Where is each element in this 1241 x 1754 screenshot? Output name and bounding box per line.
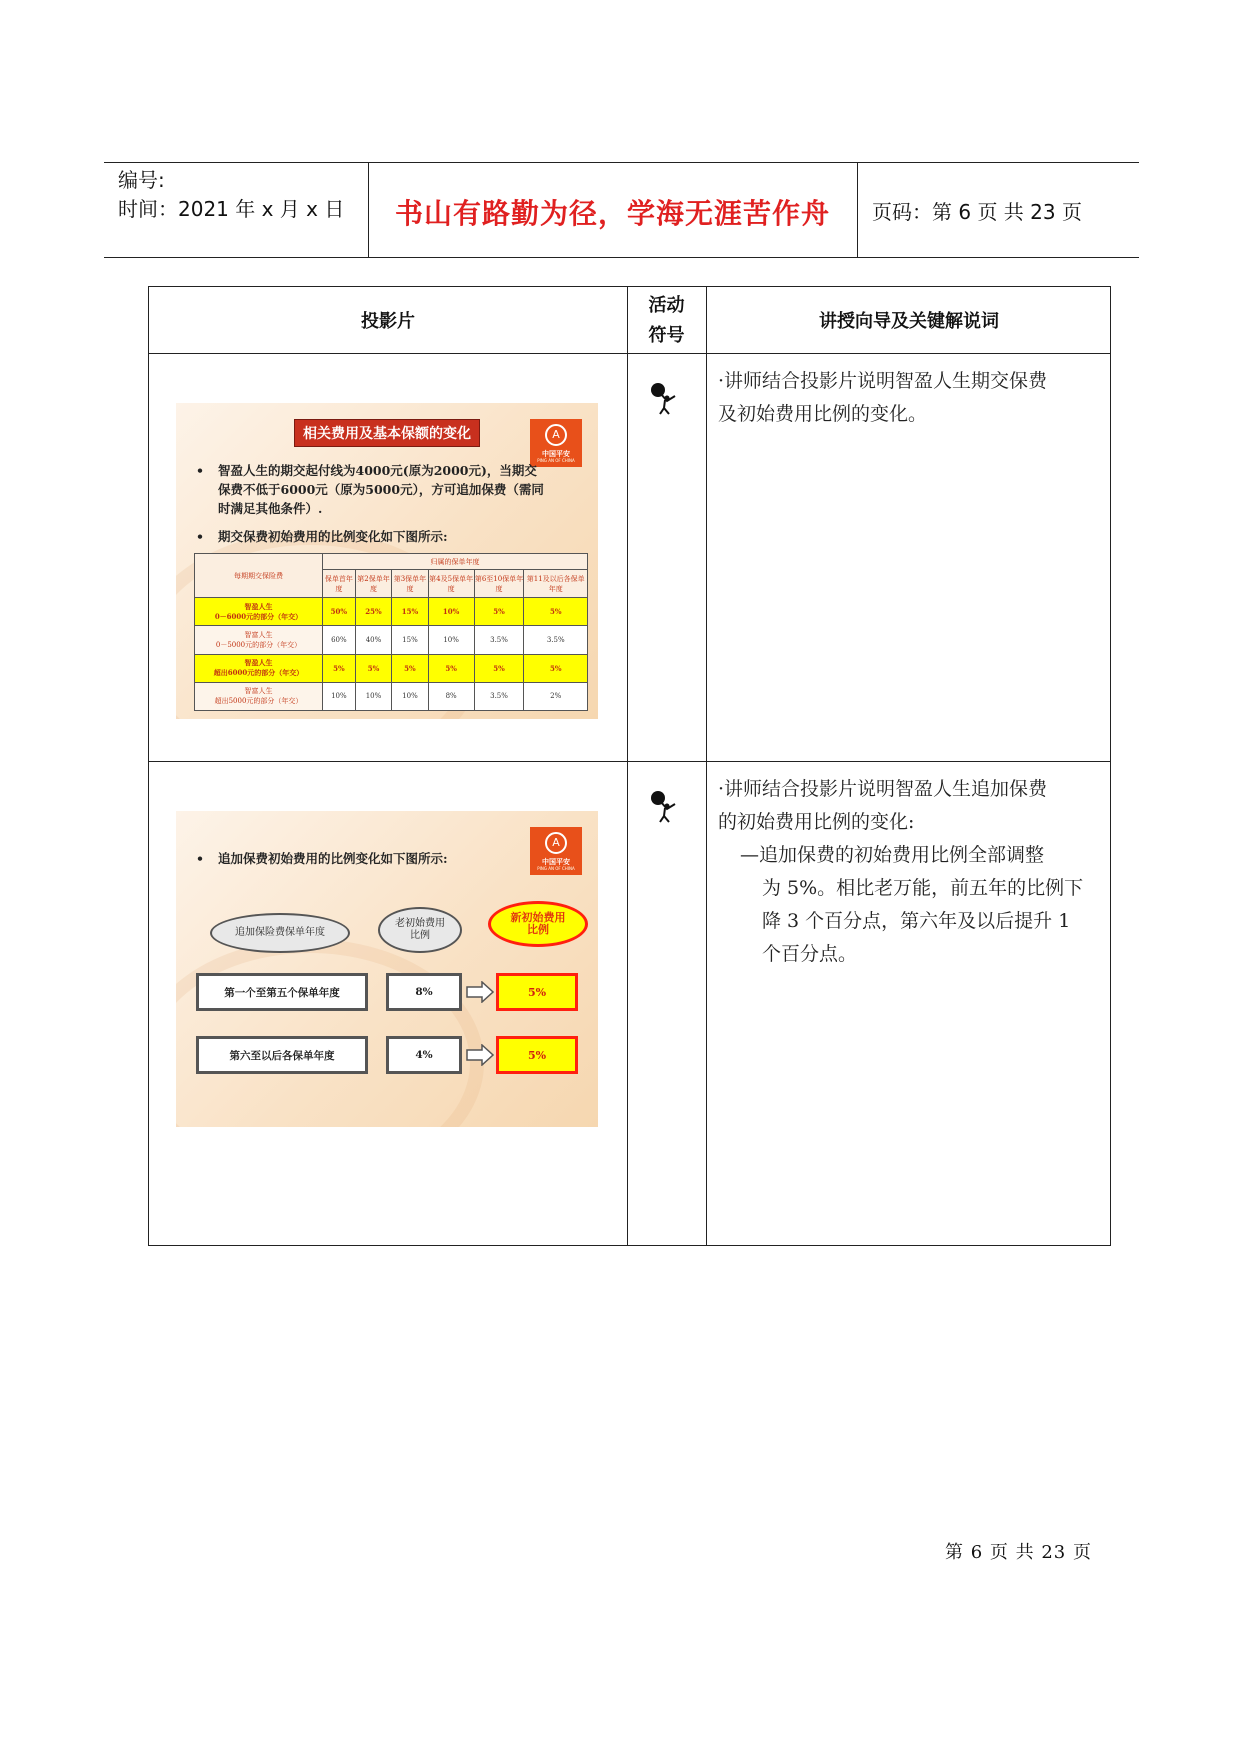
- policy-year-6-plus: 第六至以后各保单年度: [196, 1036, 368, 1074]
- fee-table-row: [195, 626, 588, 654]
- lesson-table: [148, 286, 1111, 1246]
- header-meta: [118, 166, 344, 224]
- table-row-divider: [149, 761, 1110, 762]
- slide-bullet-1: • 智盈人生的期交起付线为4000元(原为2000元)，当期交 保费不低于6000元（原为5000元），方可追加保费（需同 时满足其他条件）.: [196, 463, 544, 516]
- fee-table-row: [195, 654, 588, 682]
- bullet-text: 追加保费初始费用的比例变化如下图所示:: [218, 851, 448, 866]
- fee-table-group-header: 归属的保单年度: [323, 554, 588, 570]
- header-separator: [368, 162, 369, 257]
- fee-table-row-label: 智盈人生 超出6000元的部分（年交）: [195, 654, 323, 682]
- note-line: ·讲师结合投影片说明智盈人生追加保费: [718, 778, 1048, 800]
- fee-table-cell: 5%: [524, 654, 588, 682]
- logo-text: 中国平安: [542, 450, 570, 458]
- slide-additional-premium: [176, 811, 598, 1127]
- old-ratio-1-5: 8%: [386, 973, 462, 1011]
- logo-subtext: PING AN OF CHINA: [537, 458, 575, 463]
- note-line: 为 5%。相比老万能，前五年的比例下: [762, 877, 1084, 899]
- new-ratio-6-plus: 5%: [496, 1036, 578, 1074]
- fee-table-col-header: 保单首年度: [323, 570, 356, 598]
- logo-emblem-icon: A: [545, 832, 567, 854]
- oval-old-ratio: 老初始费用 比例: [378, 907, 462, 953]
- notes-row-1: [718, 365, 1108, 431]
- fee-table-cell: 5%: [524, 598, 588, 626]
- table-column-divider: [627, 287, 628, 1245]
- bullet-text: 时满足其他条件）.: [218, 501, 323, 516]
- column-header-notes: 讲授向导及关键解说词: [819, 311, 999, 332]
- fee-table-cell: 10%: [323, 682, 356, 710]
- fee-table-cell: 2%: [524, 682, 588, 710]
- fee-table-row-label: 智富人生 超出5000元的部分（年交）: [195, 682, 323, 710]
- column-header-activity-line2: 符号: [648, 325, 685, 346]
- right-arrow-icon: [466, 1044, 494, 1066]
- bullet-text: 保费不低于6000元（原为5000元），方可追加保费（需同: [218, 482, 544, 497]
- fee-table-row-label: 智盈人生 0－6000元的部分（年交）: [195, 598, 323, 626]
- table-column-divider: [706, 287, 707, 1245]
- fee-table-cell: 10%: [355, 682, 391, 710]
- logo-emblem-icon: A: [545, 424, 567, 446]
- oval-new-ratio: 新初始费用 比例: [488, 901, 588, 947]
- column-header-activity-line1: 活动: [648, 295, 685, 316]
- table-row-divider: [149, 353, 1110, 354]
- fee-table-cell: 8%: [428, 682, 474, 710]
- note-line: —追加保费的初始费用比例全部调整: [740, 844, 1045, 866]
- fee-table-col-header: 第6至10保单年度: [474, 570, 524, 598]
- fee-table-cell: 10%: [392, 682, 428, 710]
- column-header-activity: [627, 291, 706, 351]
- slide-title: 相关费用及基本保额的变化: [294, 419, 480, 447]
- document-number-label: 编号:: [118, 168, 165, 192]
- fee-table-col-header: 第11及以后各保单年度: [524, 570, 588, 598]
- fee-table-col-header: 第3保单年度: [392, 570, 428, 598]
- fee-table-corner: 每期期交保险费: [195, 554, 323, 598]
- logo-text: 中国平安: [542, 858, 570, 866]
- fee-table-row: [195, 682, 588, 710]
- column-header-slide: 投影片: [361, 311, 415, 332]
- fee-table-cell: 25%: [355, 598, 391, 626]
- fee-table-cell: 10%: [428, 598, 474, 626]
- document-time: 时间：2021 年 x 月 x 日: [118, 197, 345, 221]
- lecturer-icon: [649, 789, 679, 823]
- note-line: 的初始费用比例的变化:: [718, 811, 915, 833]
- notes-row-2: [718, 773, 1108, 971]
- note-line: 个百分点。: [762, 943, 858, 965]
- fee-table-cell: 3.5%: [474, 626, 524, 654]
- fee-ratio-table: [194, 553, 588, 711]
- fee-table-cell: 50%: [323, 598, 356, 626]
- new-ratio-1-5: 5%: [496, 973, 578, 1011]
- fee-table-col-header: 第2保单年度: [355, 570, 391, 598]
- fee-table-cell: 5%: [474, 598, 524, 626]
- fee-table-cell: 60%: [323, 626, 356, 654]
- bullet-text: 期交保费初始费用的比例变化如下图所示:: [218, 529, 448, 544]
- fee-table-cell: 3.5%: [524, 626, 588, 654]
- right-arrow-icon: [466, 981, 494, 1003]
- note-line: 及初始费用比例的变化。: [718, 403, 928, 425]
- page-footer: 第 6 页 共 23 页: [945, 1542, 1092, 1563]
- fee-table-cell: 15%: [392, 598, 428, 626]
- lecturer-icon: [649, 381, 679, 415]
- header-motto: 书山有路勤为径，学海无涯苦作舟: [395, 197, 831, 230]
- oval-policy-year: 追加保险费保单年度: [210, 913, 350, 953]
- slide-fee-changes: [176, 403, 598, 719]
- bullet-text: 智盈人生的期交起付线为4000元(原为2000元)，当期交: [218, 463, 537, 478]
- fee-table-cell: 5%: [392, 654, 428, 682]
- header-bottom-rule: [104, 257, 1139, 258]
- slide-bullet: • 追加保费初始费用的比例变化如下图所示:: [196, 851, 448, 866]
- note-line: ·讲师结合投影片说明智盈人生期交保费: [718, 370, 1048, 392]
- header-separator: [857, 162, 858, 257]
- fee-table-cell: 5%: [355, 654, 391, 682]
- fee-table-cell: 5%: [428, 654, 474, 682]
- fee-table-cell: 15%: [392, 626, 428, 654]
- fee-table-cell: 40%: [355, 626, 391, 654]
- fee-table-cell: 5%: [474, 654, 524, 682]
- fee-table-cell: 3.5%: [474, 682, 524, 710]
- old-ratio-6-plus: 4%: [386, 1036, 462, 1074]
- note-line: 降 3 个百分点，第六年及以后提升 1: [762, 910, 1071, 932]
- slide-bullet-2: • 期交保费初始费用的比例变化如下图所示:: [196, 529, 448, 544]
- fee-table-row: [195, 598, 588, 626]
- ping-an-logo: [530, 827, 582, 875]
- header-page-info: 页码：第 6 页 共 23 页: [872, 200, 1082, 224]
- ping-an-logo: [530, 419, 582, 467]
- policy-year-1-5: 第一个至第五个保单年度: [196, 973, 368, 1011]
- logo-subtext: PING AN OF CHINA: [537, 866, 575, 871]
- fee-table-cell: 10%: [428, 626, 474, 654]
- fee-table-cell: 5%: [323, 654, 356, 682]
- fee-table-row-label: 智富人生 0－5000元的部分（年交）: [195, 626, 323, 654]
- header-top-rule: [104, 162, 1139, 163]
- fee-table-col-header: 第4及5保单年度: [428, 570, 474, 598]
